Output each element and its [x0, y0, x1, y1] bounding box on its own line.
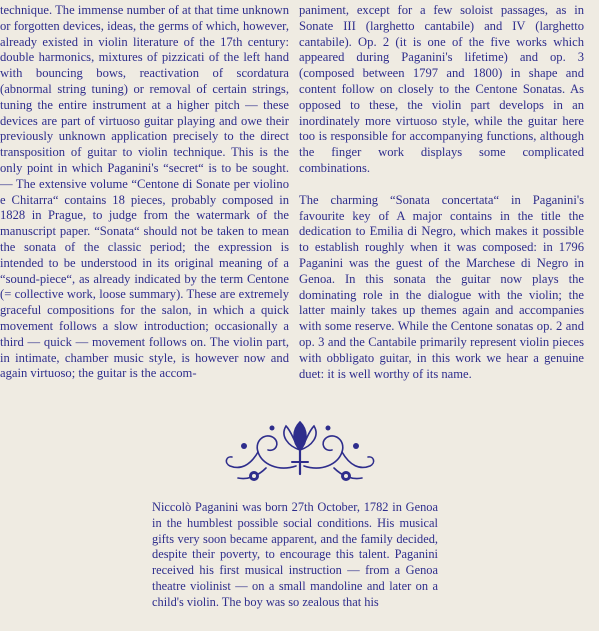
left-text-column [0, 3, 289, 382]
fleur-de-lis-scroll-ornament-icon [222, 416, 378, 486]
right-text-column [299, 3, 584, 382]
right-paragraph-1: paniment, except for a few soloist passages, as in Sonate III (larghetto cantabile) and IV (larghetto cantabile). Op. 2 (it is one of the five works which appeared during Paganini's lifetime) and op. 3 (composed between 1797 and 1800) in shape and content follow on closely to the Centone Sonatas. As opposed to these, the violin part develops in an inordinately more virtuoso style, while the guitar here too is responsible for accompanying functions, although the finger work displays some complicated combinations. [299, 3, 584, 175]
biography-text: Niccolò Paganini was born 27th October, 1782 in Genoa in the humblest possible social conditions. His musical gifts very soon became apparent, and the family decided, despite their poverty, to encourage this talent. Paganini received his first musical instruction — from a Genoa theatre violinist — on a small mandoline and later on a child's violin. The boy was so zealous that his [152, 500, 438, 609]
biography-section [152, 500, 438, 611]
left-paragraph-1: technique. The immense number of at that time unknown or forgotten devices, ideas, the germs of which, however, already existed in violin literature of the 17th century: double harmonics, mixtures of pizzicati of the left hand with bouncing bows, reactivation of scordatura (abnormal string tuning) or removal of certain strings, tuning the entire instrument at a higher pitch — these devices are part of virtuoso guitar playing and owe their previously unknown application precisely to the direct transposition of guitar to violin technique. This is the only point in which Paganini's “secret“ is to be sought. — The extensive volume “Centone di Sonate per violino e Chitarra“ contains 18 pieces, probably composed in 1828 in Prague, to judge from the watermark of the manuscript paper. “Sonata“ should not be taken to mean the sonata of the classic period; the expression is intended to be understood in its original meaning of a “sound-piece“, as already indicated by the term Centone (= collective work, loose summary). These are extremely graceful compositions for the salon, in which a quick movement follows a slow introduction; occasionally a third — quick — movement follows on. The violin part, in intimate, chamber music style, is however now and again virtuoso; the guitar is the accom- [0, 3, 289, 381]
right-paragraph-2: The charming “Sonata concertata“ in Paganini's favourite key of A major contains in the title the dedication to Emilia di Negro, which makes it possible to establish roughly when it was composed: in 1796 Paganini was the guest of the Marchese di Negro in Genoa. In this sonata the guitar now plays the dominating role in the dialogue with the violin; the latter mainly takes up themes again and accompanies with some reserve. While the Centone sonatas op. 2 and op. 3 and the Cantabile primarily represent violin pieces with obbligato guitar, in this work we hear a genuine duet: it is well worthy of its name. [299, 192, 584, 381]
